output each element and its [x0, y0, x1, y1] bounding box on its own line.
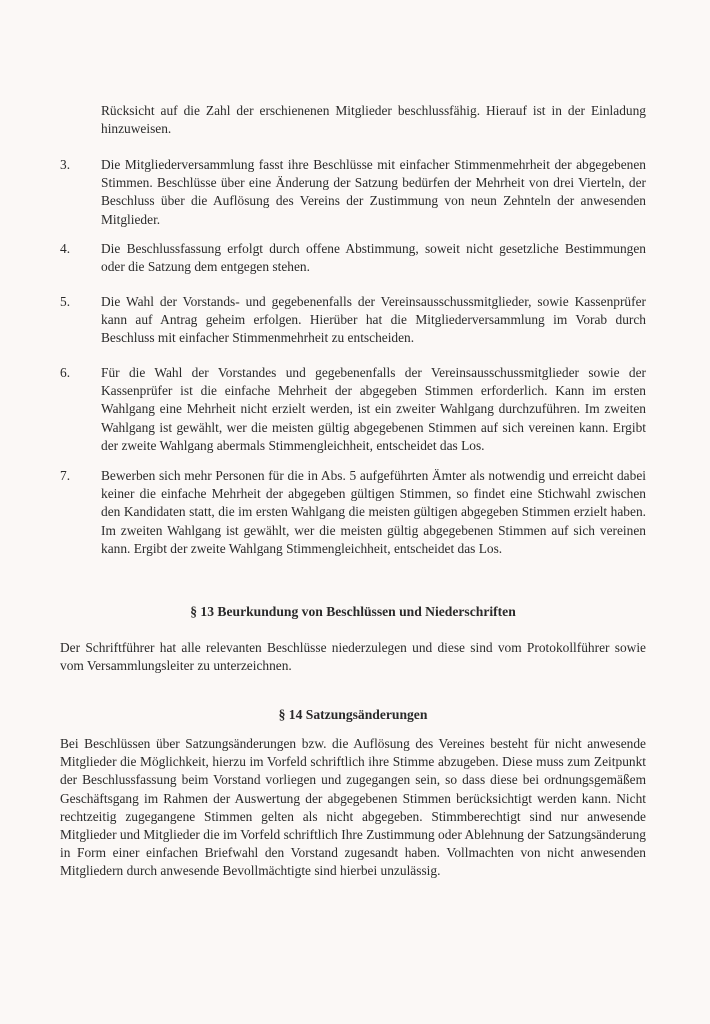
item-text: Bewerben sich mehr Personen für die in Abs. 5 aufgeführten Ämter als notwendig und erreicht dabei keiner die einfache Mehrheit der abgegeben gültigen Stimmen, so findet eine Stichwahl zwischen den Kandidaten statt, die im ersten Wahlgang die meisten gültigen abgegeben Stimmen erzielt haben. Im zweiten Wahlgang ist gewählt, wer die meisten gültig abgegebenen Stimmen auf sich vereinen kann. Ergibt der zweite Wahlgang Stimmengleichheit, entscheidet das Los.: [101, 468, 646, 556]
item-text: Die Mitgliederversammlung fasst ihre Beschlüsse mit einfacher Stimmenmehrheit der abgegebenen Stimmen. Beschlüsse über eine Änderung der Satzung bedürfen der Mehrheit von drei Vierteln, der Beschluss über die Auflösung des Vereins der Zustimmung von neun Zehnteln der anwesenden Mitglieder.: [101, 157, 646, 227]
item-text: Für die Wahl der Vorstandes und gegebenenfalls der Vereinsausschussmitglieder sowie der Kassenprüfer ist die einfache Mehrheit der abgegeben Stimmen erforderlich. Kann im ersten Wahlgang eine Mehrheit nicht erzielt werden, ist ein zweiter Wahlgang durchzuführen. Im zweiten Wahlgang ist gewählt, wer die meisten gültig abgegebenen Stimmen auf sich vereinen kann. Ergibt der zweite Wahlgang abermals Stimmengleichheit, entscheidet das Los.: [101, 365, 646, 453]
item-number: 4.: [60, 241, 71, 256]
section-body-14: Bei Beschlüssen über Satzungsänderungen bzw. die Auflösung des Vereines besteht für nicht anwesende Mitglieder die Möglichkeit, hierzu im Vorfeld schriftlich ihre Stimme abzugeben. Diese muss zum Zeitpunkt der Beschlussfassung beim Vorstand vorliegen und zugegangen sein, so dass diese bei ordnungsgemäßem Geschäftsgang im Rahmen der Auswertung der abgegebenen Stimmen berücksichtigt werden kann. Nicht rechtzeitig zugegangene Stimmen gelten als nicht abgegeben. Stimmberechtigt sind nur anwesende Mitglieder und Mitglieder die im Vorfeld schriftlich Ihre Zustimmung oder Ablehnung der Satzungsänderung in Form einer einfachen Briefwahl den Vorstand zugesandt haben. Vollmachten von nicht anwesenden Mitgliedern durch anwesende Bevollmächtigte sind hierbei unzulässig.: [60, 736, 646, 879]
continuation-paragraph: Rücksicht auf die Zahl der erschienenen Mitglieder beschlussfähig. Hierauf ist in der Einladung hinzuweisen.: [101, 103, 646, 137]
section-heading-13: § 13 Beurkundung von Beschlüssen und Niederschriften: [190, 604, 516, 619]
item-number: 3.: [60, 157, 71, 172]
item-number: 6.: [60, 365, 71, 380]
numbered-item-5: [60, 293, 646, 348]
numbered-item-4: [60, 240, 646, 276]
item-text: Die Wahl der Vorstands- und gegebenenfalls der Vereinsausschussmitglieder, sowie Kassenprüfer kann auf Antrag geheim erfolgen. Hierüber hat die Mitgliederversammlung im Vorab durch Beschluss mit einfacher Stimmenmehrheit zu entscheiden.: [101, 294, 646, 346]
section-body-13: Der Schriftführer hat alle relevanten Beschlüsse niederzulegen und diese sind vom Protokollführer sowie vom Versammlungsleiter zu unterzeichnen.: [60, 640, 646, 674]
item-number: 5.: [60, 294, 71, 309]
numbered-item-3: [60, 156, 646, 229]
item-number: 7.: [60, 468, 71, 483]
item-text: Die Beschlussfassung erfolgt durch offene Abstimmung, soweit nicht gesetzliche Bestimmungen oder die Satzung dem entgegen stehen.: [101, 241, 646, 275]
numbered-item-7: [60, 467, 646, 558]
numbered-item-6: [60, 364, 646, 455]
section-heading-14: § 14 Satzungsänderungen: [278, 707, 428, 722]
